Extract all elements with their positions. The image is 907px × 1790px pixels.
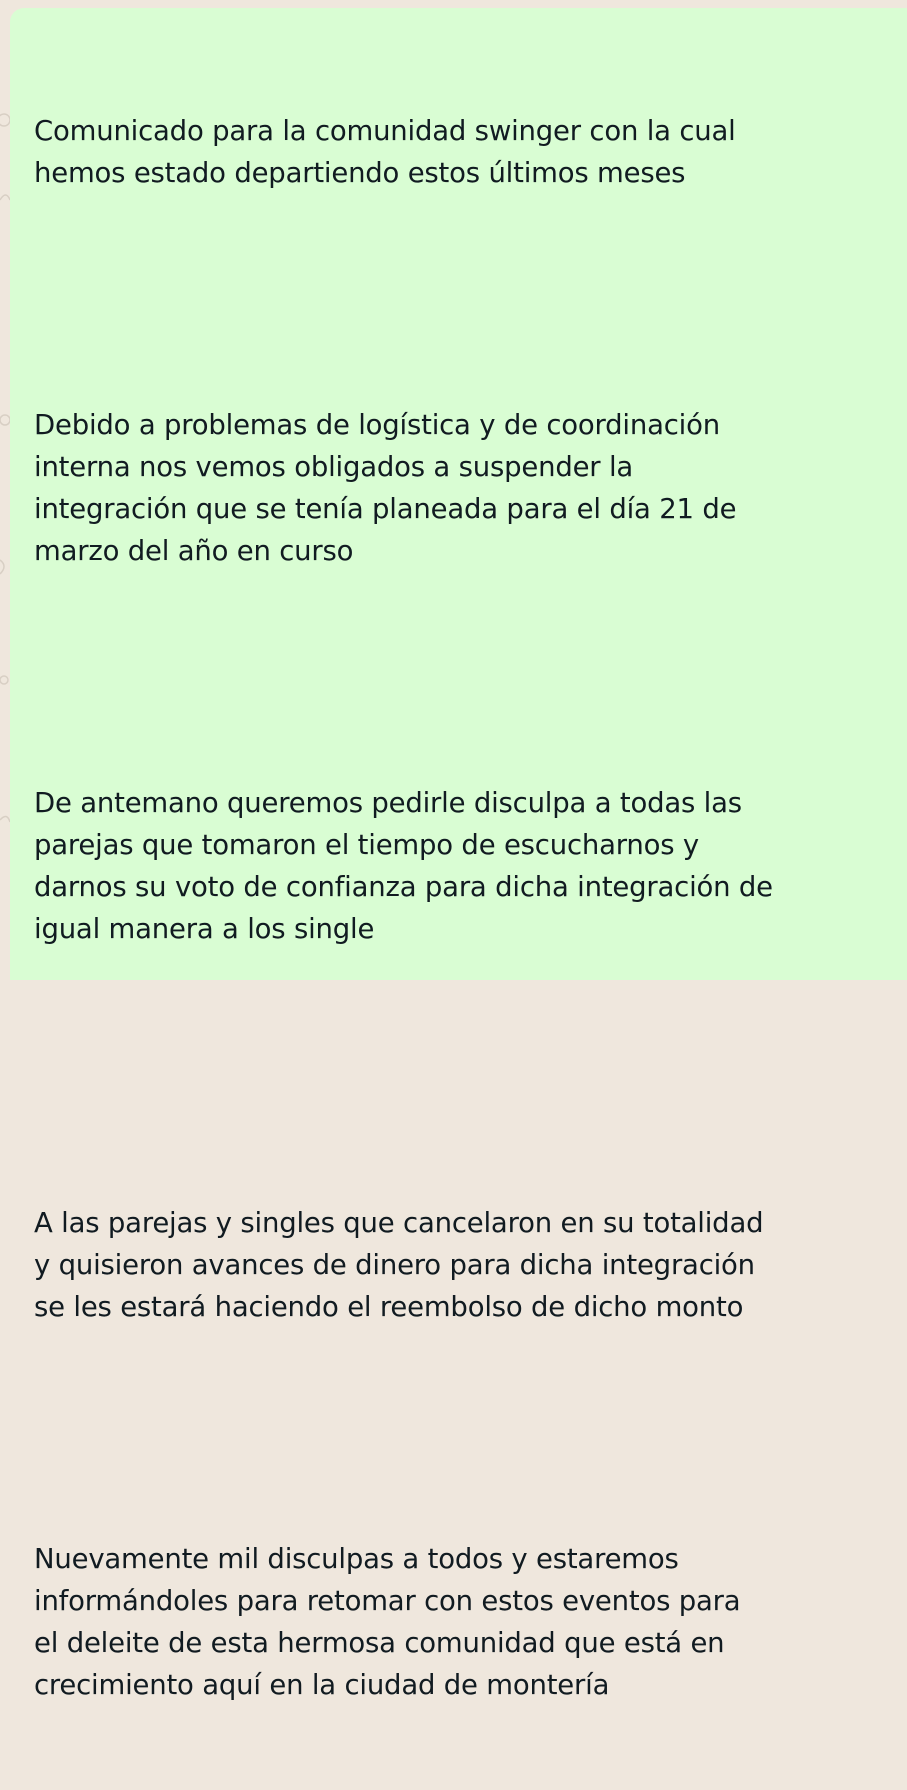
paragraph-spacer (34, 278, 895, 320)
message-bubble[interactable] (10, 8, 907, 1701)
message-paragraph-apology: De antemano queremos pedirle disculpa a todas las parejas que tomaron el tiempo de escucharnos y darnos su voto de confianza para dicha integración de igual manera a los single (34, 787, 773, 945)
message-paragraph-closing: Nuevamente mil disculpas a todos y estaremos informándoles para retomar con estos eventos para el deleite de esta hermosa comunidad que está en crecimiento aquí en la ciudad de montería (34, 1543, 741, 1701)
message-paragraph-intro: Comunicado para la comunidad swinger con la cual hemos estado departiendo estos últimos meses (34, 115, 736, 189)
message-paragraph-suspension: Debido a problemas de logística y de coordinación interna nos vemos obligados a suspender la integración que se tenía planeada para el día 21 de marzo del año en curso (34, 409, 737, 567)
paragraph-spacer (34, 1412, 895, 1454)
message-paragraph-refund: A las parejas y singles que cancelaron en su totalidad y quisieron avances de dinero para dicha integración se les estará haciendo el reembolso de dicho monto (34, 1207, 764, 1323)
message-text (34, 26, 895, 1790)
paragraph-spacer (34, 656, 895, 698)
paragraph-spacer (34, 1034, 895, 1118)
